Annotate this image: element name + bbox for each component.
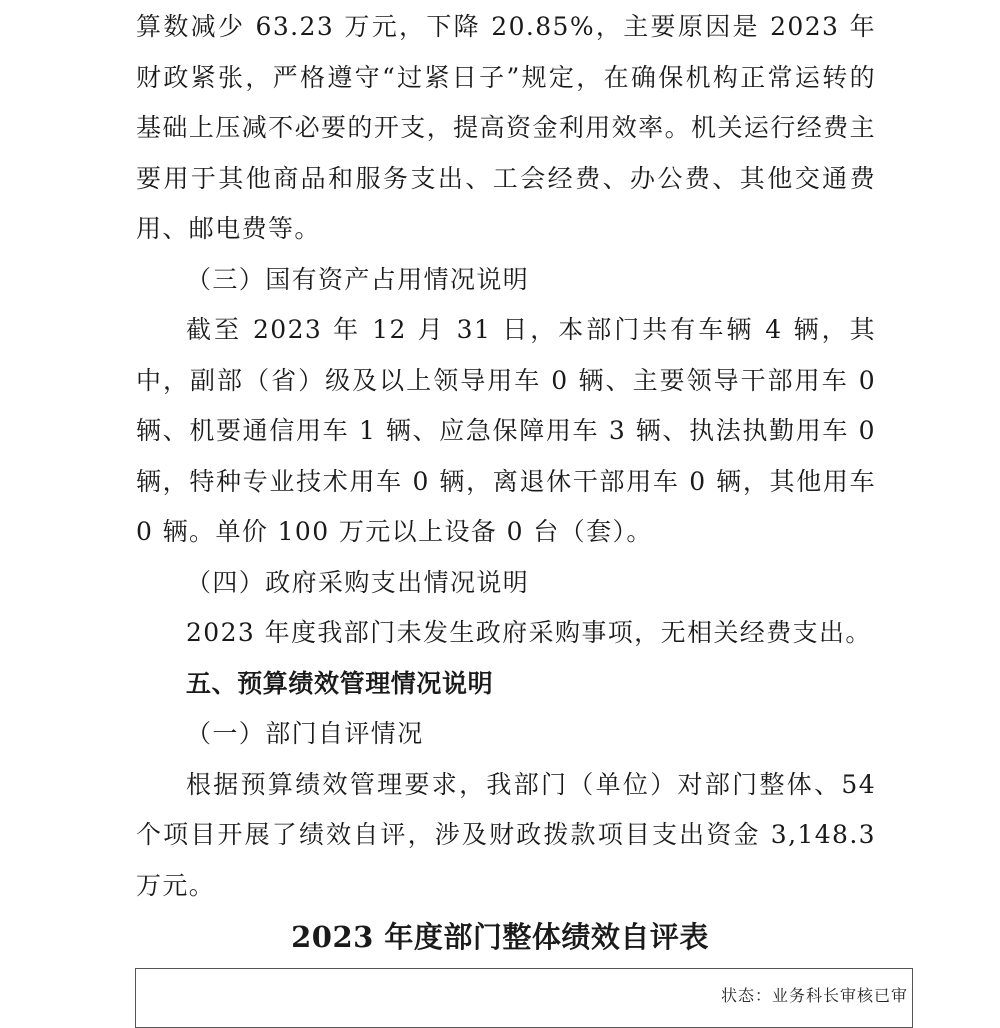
subheading-government-procurement: （四）政府采购支出情况说明: [186, 567, 530, 597]
section-heading-performance: 五、预算绩效管理情况说明: [186, 668, 494, 698]
document-body: [136, 0, 876, 911]
paragraph-expense-reduction: 算数减少 63.23 万元，下降 20.85%，主要原因是 2023 年财政紧张，严格遵守“过紧日子”规定，在确保机构正常运转的基础上压减不必要的开支，提高资金利用效率。机关运行经费主要用于其他商品和服务支出、工会经费、办公费、其他交通费用、邮电费等。: [136, 12, 876, 243]
status-text: 状态：业务科长审核已审: [720, 986, 908, 1005]
paragraph-self-evaluation: 根据预算绩效管理要求，我部门（单位）对部门整体、54 个项目开展了绩效自评，涉及财政拨款项目支出资金 3,148.3 万元。: [136, 769, 876, 900]
subheading-self-evaluation: （一）部门自评情况: [186, 719, 424, 748]
paragraph-vehicles: 截至 2023 年 12 月 31 日，本部门共有车辆 4 辆，其中，副部（省）级及以上领导用车 0 辆、主要领导干部用车 0 辆、机要通信用车 1 辆、应急保障用车 3 辆、执法执勤用车 0 辆，特种专业技术用车 0 辆，离退休干部用车 0 辆，其他用车 0 辆。单价 100 万元以上设备 0 台（套）。: [136, 315, 876, 546]
subheading-state-assets: （三）国有资产占用情况说明: [186, 264, 530, 294]
paragraph-procurement: 2023 年度我部门未发生政府采购事项，无相关经费支出。: [186, 618, 872, 647]
evaluation-table: [135, 968, 913, 1028]
table-title: 2023 年度部门整体绩效自评表: [291, 920, 709, 954]
